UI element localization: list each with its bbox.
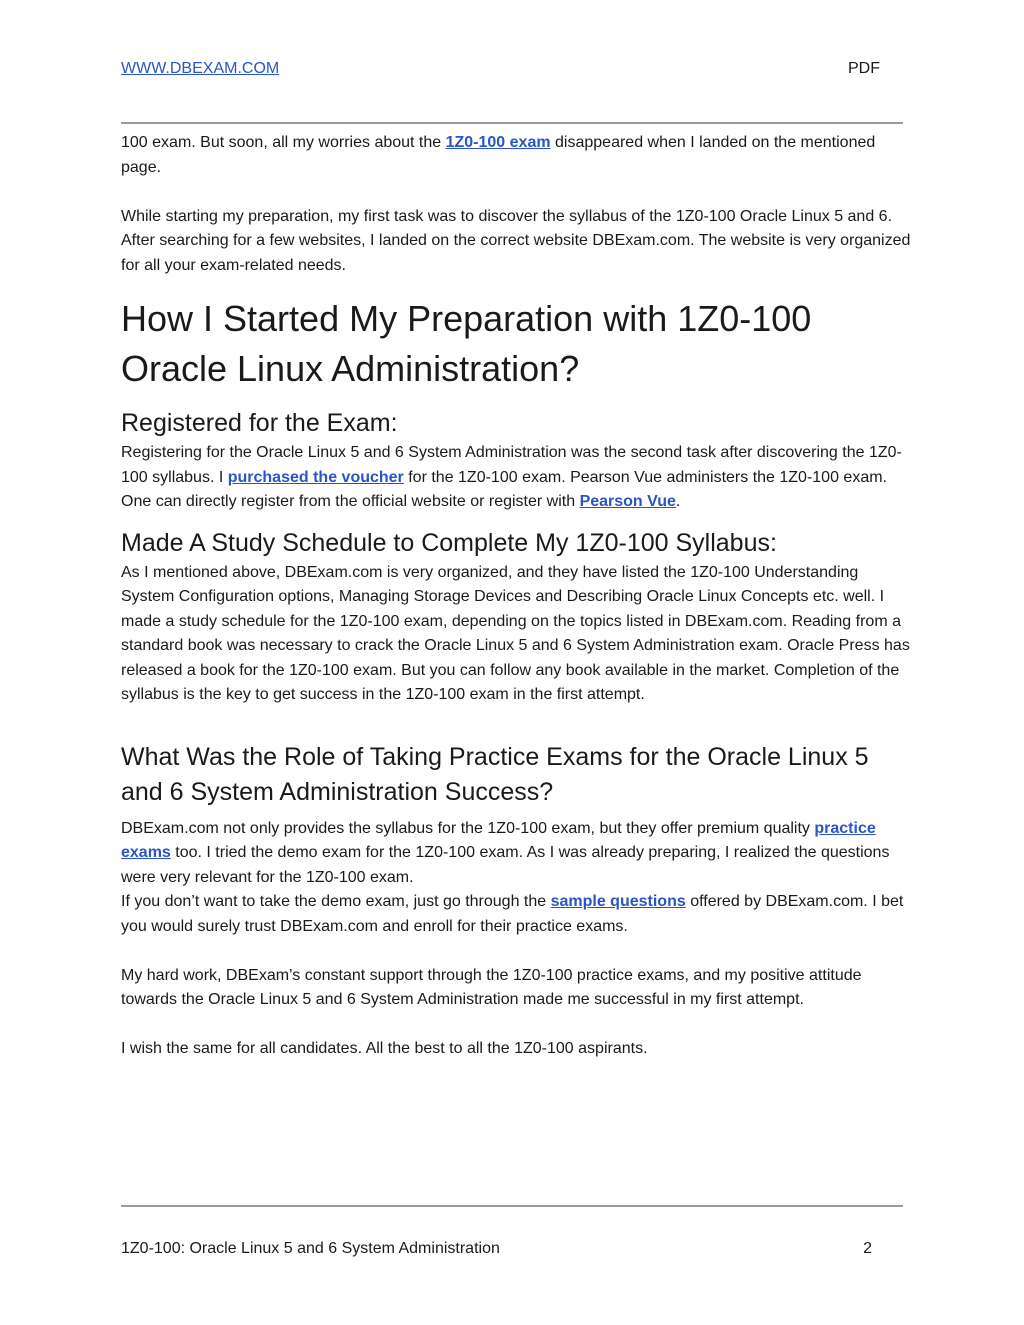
page-footer [121, 1240, 903, 1264]
practice-paragraph-2 [121, 890, 911, 939]
intro-paragraph-2: While starting my preparation, my first task was to discover the syllabus of the 1Z0-100 Oracle Linux 5 and 6. After searching for a few websites, I landed on the correct website DBExam.com. The website is very organized for all your exam-related needs. [121, 207, 911, 274]
page-number: 2 [863, 1240, 872, 1257]
practice-paragraph-1 [121, 817, 891, 891]
page-header [121, 60, 903, 84]
registered-text-before: Registering for the Oracle Linux 5 and 6 System Administration was the second task after discovering the 1Z0-100 syllabus. I [121, 444, 902, 486]
practice-p1-text-before: DBExam.com not only provides the syllabus for the 1Z0-100 exam, but they offer premium quality [121, 819, 815, 837]
document-body [121, 131, 911, 1062]
footer-title: 1Z0-100: Oracle Linux 5 and 6 System Administration [121, 1240, 500, 1257]
exam-link[interactable]: 1Z0-100 exam [445, 134, 551, 151]
practice-heading: What Was the Role of Taking Practice Exams for the Oracle Linux 5 and 6 System Administration Success? [121, 742, 869, 806]
intro-paragraph-1 [121, 131, 906, 180]
site-link[interactable]: WWW.DBEXAM.COM [121, 60, 280, 77]
sample-questions-link[interactable]: sample questions [550, 893, 686, 910]
registered-paragraph [121, 441, 911, 515]
footer-divider [121, 1205, 903, 1207]
intro-p1-text-before: 100 exam. But soon, all my worries about the [121, 134, 446, 151]
registered-text-after: . [675, 493, 681, 510]
practice-exams-link[interactable]: practice exams [121, 819, 876, 861]
pdf-label: PDF [848, 60, 880, 77]
practice-p2-text-before: If you don’t want to take the demo exam, just go through the [121, 893, 551, 910]
practice-p2-text-after: offered by DBExam.com. I bet you would surely trust DBExam.com and enroll for their practice exams. [121, 893, 904, 935]
header-divider [121, 122, 903, 124]
purchase-voucher-link[interactable]: purchased the voucher [227, 468, 404, 486]
main-heading: How I Started My Preparation with 1Z0-100 Oracle Linux Administration? [121, 298, 812, 389]
intro-p1-text-after: disappeared when I landed on the mentioned page. [121, 134, 876, 176]
schedule-heading: Made A Study Schedule to Complete My 1Z0-100 Syllabus: [121, 528, 777, 557]
pearson-vue-link[interactable]: Pearson Vue [579, 493, 676, 510]
practice-p1-text-after: too. I tried the demo exam for the 1Z0-100 exam. As I was already preparing, I realized the questions were very relevant for the 1Z0-100 exam. [121, 844, 890, 886]
registered-text-middle: for the 1Z0-100 exam. Pearson Vue administers the 1Z0-100 exam. One can directly register from the official website or register with [121, 468, 887, 510]
practice-paragraph-4: I wish the same for all candidates. All the best to all the 1Z0-100 aspirants. [121, 1040, 648, 1057]
practice-paragraph-3: My hard work, DBExam’s constant support through the 1Z0-100 practice exams, and my positive attitude towards the Oracle Linux 5 and 6 System Administration made me successful in my first attempt. [121, 966, 862, 1008]
registered-heading: Registered for the Exam: [121, 409, 398, 437]
schedule-paragraph: As I mentioned above, DBExam.com is very organized, and they have listed the 1Z0-100 Understanding System Configuration options, Managing Storage Devices and Describing Oracle Linux Concepts etc. well. I made a study schedule for the 1Z0-100 exam, depending on the topics listed in DBExam.com. Reading from a standard book was necessary to crack the Oracle Linux 5 and 6 System Administration exam. Oracle Press has released a book for the 1Z0-100 exam. But you can follow any book available in the market. Completion of the syllabus is the key to get success in the 1Z0-100 exam in the first attempt. [121, 563, 910, 703]
